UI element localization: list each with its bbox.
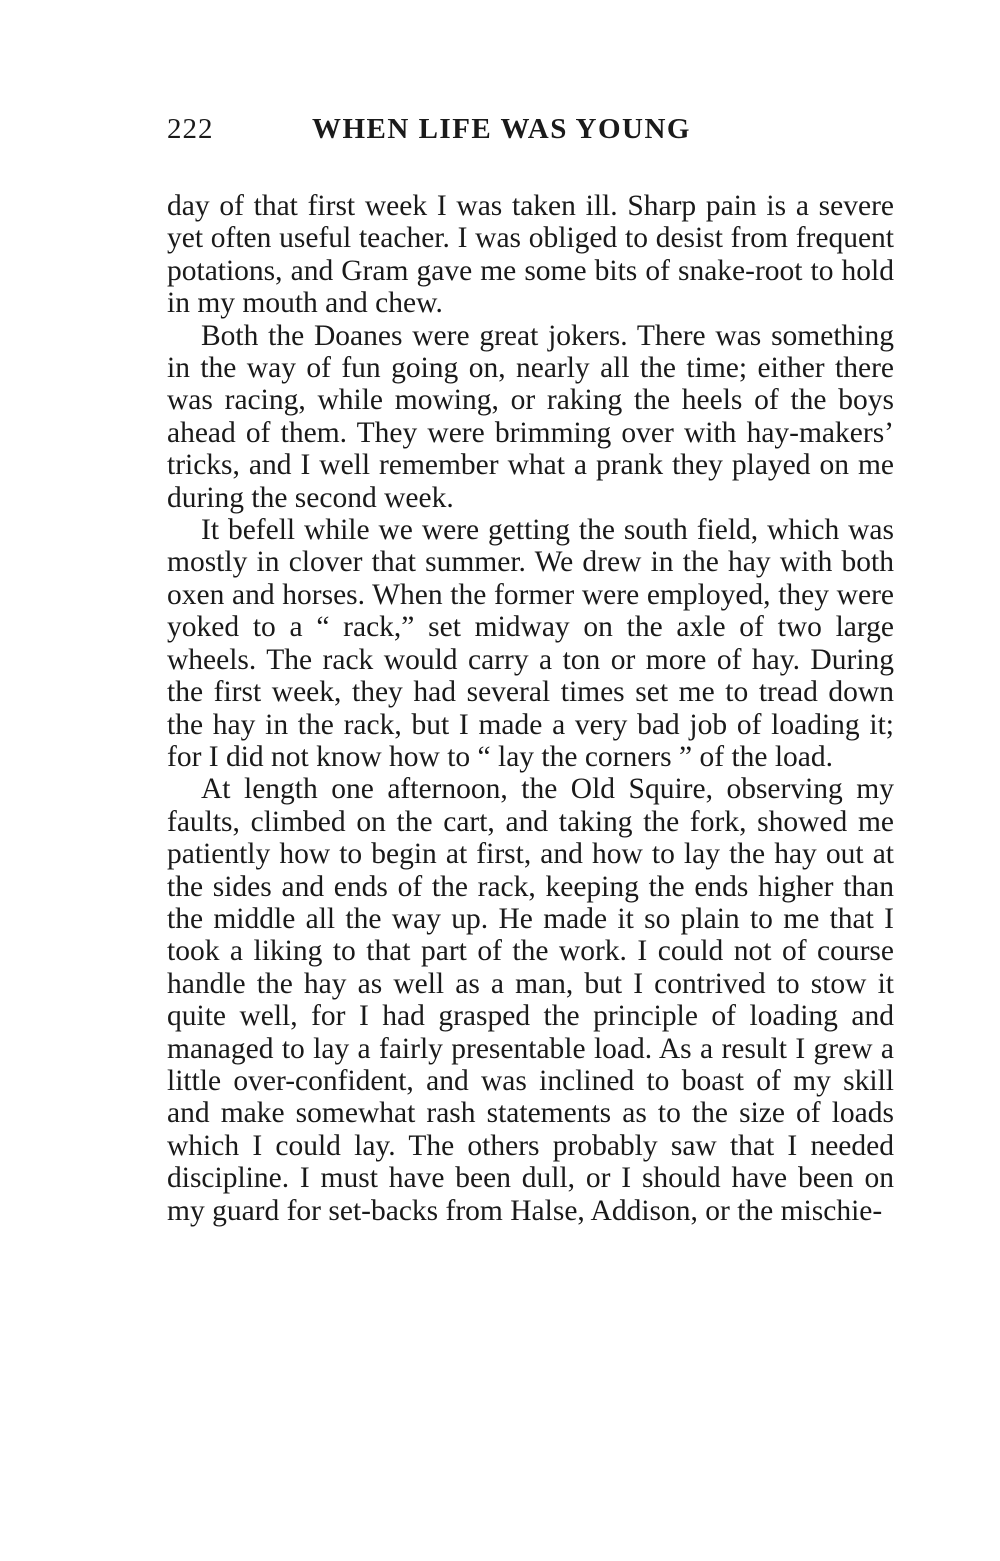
running-head <box>167 113 894 157</box>
page-number: 222 <box>167 113 214 145</box>
paragraph: At length one afternoon, the Old Squire, observing my faults, climbed on the cart, and taking the fork, showed me patiently how to begin at first, and how to lay the hay out at the sides and ends of the rack, keeping the ends higher than the middle all the way up. He made it so plain to me that I took a liking to that part of the work. I could not of course handle the hay as well as a man, but I contrived to stow it quite well, for I had grasped the principle of loading and managed to lay a fairly presentable load. As a result I grew a little over-confident, and was inclined to boast of my skill and make somewhat rash statements as to the size of loads which I could lay. The others probably saw that I needed discipline. I must have been dull, or I should have been on my guard for set-backs from Halse, Addison, or the mischie- <box>167 773 894 1227</box>
paragraph: Both the Doanes were great jokers. There was something in the way of fun going on, nearly all the time; either there was racing, while mowing, or raking the heels of the boys ahead of them. They were brimming over with hay-makers’ tricks, and I well remember what a prank they played on me during the second week. <box>167 319 894 514</box>
paragraph-continued: day of that first week I was taken ill. Sharp pain is a severe yet often useful teacher. I was obliged to desist from frequent potations, and Gram gave me some bits of snake-root to hold in my mouth and chew. <box>167 190 894 320</box>
running-title: WHEN LIFE WAS YOUNG <box>312 113 691 145</box>
paragraph: It befell while we were getting the south field, which was mostly in clover that summer. We drew in the hay with both oxen and horses. When the former were employed, they were yoked to a “ rack,” set midway on the axle of two large wheels. The rack would carry a ton or more of hay. During the first week, they had several times set me to tread down the hay in the rack, but I made a very bad job of loading it; for I did not know how to “ lay the corners ” of the load. <box>167 514 894 773</box>
body-text <box>167 190 894 1227</box>
